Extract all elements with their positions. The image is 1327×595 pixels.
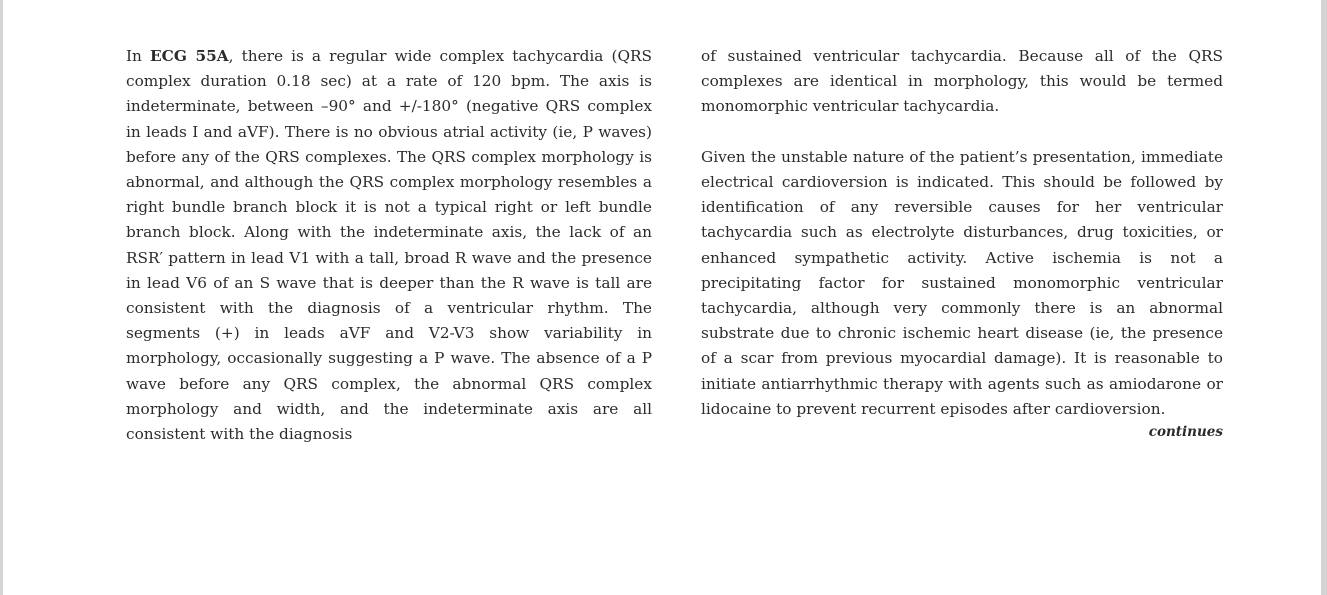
- document-page: [3, 0, 1321, 595]
- left-column: [126, 44, 652, 447]
- paragraph-body: , there is a regular wide complex tachycardia (QRS complex duration 0.18 sec) at a rate of 120 bpm. The axis is indeterminate, between –90° and +/-180° (negative QRS complex in leads I and aVF). There is no obvious atrial activity (ie, P waves) before any of the QRS complexes. The QRS complex morphology is abnormal, and although the QRS complex morphology resembles a right bundle branch block it is not a typical right or left bundle branch block. Along with the indeterminate axis, the lack of an RSR′ pattern in lead V1 with a tall, broad R wave and the presence in lead V6 of an S wave that is deeper than the R wave is tall are consistent with the diagnosis of a ventricular rhythm. The segments (+) in leads aVF and V2-V3 show variability in morphology, occasionally suggesting a P wave. The absence of a P wave before any QRS complex, the abnormal QRS complex morphology and width, and the indeterminate axis are all consistent with the diagnosis: [126, 47, 652, 444]
- ecg-label: ECG 55A: [150, 47, 229, 65]
- paragraph-ecg-interpretation: [126, 44, 652, 447]
- continues-label: continues: [1148, 424, 1223, 440]
- paragraph-management: Given the unstable nature of the patient’s presentation, immediate electrical cardioversion is indicated. This should be followed by identification of any reversible causes for her ventricular tachycardia such as electrolyte disturbances, drug toxicities, or enhanced sympathetic activity. Active ischemia is not a precipitating factor for sustained monomorphic ventricular tachycardia, although very commonly there is an abnormal substrate due to chronic ischemic heart disease (ie, the presence of a scar from previous myocardial damage). It is reasonable to initiate antiarrhythmic therapy with agents such as amiodarone or lidocaine to prevent recurrent episodes after cardioversion.: [701, 147, 1223, 418]
- paragraph-intro: In: [126, 47, 150, 65]
- right-column: [701, 44, 1223, 422]
- paragraph-diagnosis-continued: of sustained ventricular tachycardia. Because all of the QRS complexes are identical in morphology, this would be termed monomorphic ventricular tachycardia.: [701, 47, 1223, 116]
